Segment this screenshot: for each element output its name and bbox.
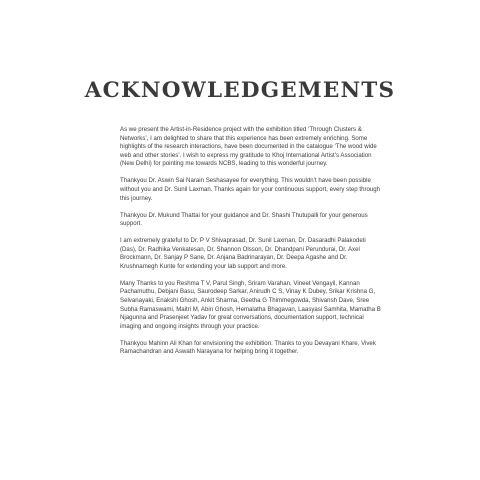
page-title: ACKNOWLEDGEMENTS — [84, 78, 396, 103]
paragraph-exhibition: Thankyou Mahinn Ali Khan for envisioning the exhibition. Thanks to you Devayani Khare, Vivek Ramachandran and Aswath Narayana for helping bring it together. — [120, 339, 376, 356]
paragraph-thanks-thattai: Thankyou Dr. Mukund Thattai for your guidance and Dr. Shashi Thutupalli for your generous support. — [120, 211, 368, 228]
acknowledgements-body — [120, 126, 382, 365]
paragraph-lab-support: I am extremely grateful to Dr. P V Shivaprasad, Dr. Sunil Laxman, Dr. Dasaradhi Palakodeti (Das), Dr. Radhika Venkatesan, Dr. Shannon Olsson, Dr. Dhandpani Perundurai, Dr. Axel Brockmann, Dr. Sanjay P Sane, Dr. Anjana Badrinarayan, Dr. Deepa Agashe and Dr. Krushnamegh Kunte for extending your lab support and more. — [120, 237, 366, 270]
paragraph-many-thanks: Many Thanks to you Reshma T V, Parul Singh, Sriram Varahan, Vineet Vengayil, Kannan Pachamuthu, Debjani Basu, Saurodeep Sarkar, Anirudh C S, Vinay K Dubey, Srikar Krishna G, Selvanayaki, Enakshi Ghosh, Ankit Sharma, Geetha G Thimmegowda, Shivansh Dave, Sree Subha Ramaswami, Maitri M, Abin Ghosh, Hemalatha Bhagavan, Laasyasi Samhita, Mamatha B Njagunna and Prasenjeet Yadav for great conversations, documentation support, technical imaging and ongoing insights through your practice. — [120, 279, 381, 330]
paragraph-intro: As we present the Artist-in-Residence project with the exhibition titled ‘Through Clusters & Networks’, I am delighted to share that this experience has been extremely enriching. Some highlights of the research interactions, have been documented in the catalogue ‘The wood wide web and other stories’. I wish to express my gratitude to Khoj International Artist’s Association (New Delhi) for pointing me towards NCBS, leading to this wonderful journey. — [120, 126, 377, 168]
paragraph-thanks-seshasayee: Thankyou Dr. Aswin Sai Narain Seshasayee for everything. This wouldn’t have been possible without you and Dr. Sunil Laxman. Thanks again for your continuous support, every step through this journey. — [120, 177, 381, 202]
